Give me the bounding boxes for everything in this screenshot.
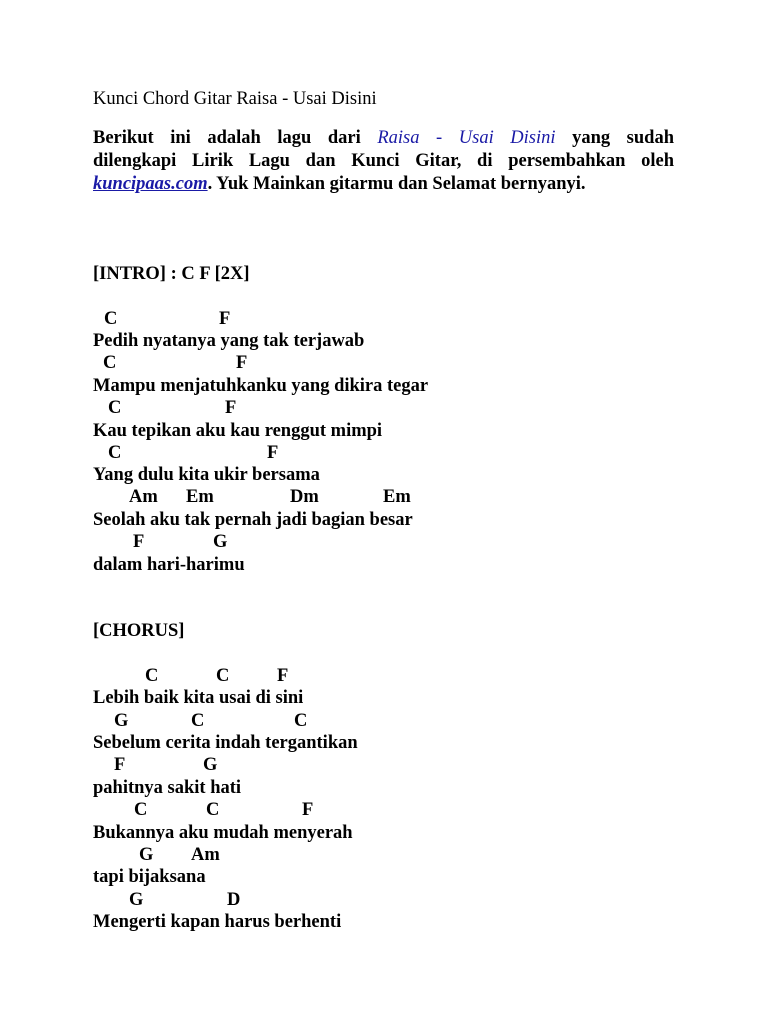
intro-section-label: [INTRO] : C F [2X] bbox=[93, 264, 250, 284]
lyric-line: Seolah aku tak pernah jadi bagian besar bbox=[93, 510, 413, 530]
chord: F bbox=[225, 398, 237, 418]
lyric-line: Mampu menjatuhkanku yang dikira tegar bbox=[93, 376, 429, 396]
lyric-line: Kau tepikan aku kau renggut mimpi bbox=[93, 421, 383, 441]
lyric-line: Bukannya aku mudah menyerah bbox=[93, 823, 353, 843]
lyric-line: Pedih nyatanya yang tak terjawab bbox=[93, 331, 365, 351]
chord: C bbox=[108, 443, 122, 463]
chord: C bbox=[216, 666, 230, 686]
intro-line-3 bbox=[93, 173, 674, 196]
chord: G bbox=[213, 532, 228, 552]
chord: Am bbox=[191, 845, 220, 865]
chord: C bbox=[104, 309, 118, 329]
chord: C bbox=[145, 666, 159, 686]
chord: D bbox=[227, 890, 241, 910]
chord: F bbox=[267, 443, 279, 463]
chord: F bbox=[219, 309, 231, 329]
site-link[interactable]: kuncipaas.com bbox=[93, 174, 208, 194]
chord: F bbox=[236, 353, 248, 373]
chorus-section-label: [CHORUS] bbox=[93, 621, 185, 641]
chord: G bbox=[129, 890, 144, 910]
chord: C bbox=[294, 711, 308, 731]
chord: Em bbox=[186, 487, 214, 507]
document-title: Kunci Chord Gitar Raisa - Usai Disini bbox=[93, 89, 377, 109]
intro-text-3b: . Yuk Mainkan gitarmu dan Selamat bernyanyi. bbox=[207, 174, 586, 194]
lyric-line: pahitnya sakit hati bbox=[93, 778, 242, 798]
lyric-line: dalam hari-harimu bbox=[93, 555, 245, 575]
chord: Em bbox=[383, 487, 411, 507]
chord: F bbox=[133, 532, 145, 552]
intro-text-1b: yang sudah bbox=[555, 128, 675, 148]
lyric-line: Lebih baik kita usai di sini bbox=[93, 688, 304, 708]
chord: Am bbox=[129, 487, 158, 507]
chord: F bbox=[302, 800, 314, 820]
chord: F bbox=[114, 755, 126, 775]
chord: Dm bbox=[290, 487, 319, 507]
lyric-line: Yang dulu kita ukir bersama bbox=[93, 465, 320, 485]
chord: C bbox=[191, 711, 205, 731]
chord: C bbox=[134, 800, 148, 820]
chord: G bbox=[203, 755, 218, 775]
intro-line-1 bbox=[93, 127, 674, 150]
chord: C bbox=[206, 800, 220, 820]
song-reference: Raisa - Usai Disini bbox=[377, 128, 556, 148]
chord: G bbox=[139, 845, 154, 865]
chord: G bbox=[114, 711, 129, 731]
lyric-line: Mengerti kapan harus berhenti bbox=[93, 912, 342, 932]
chord: C bbox=[108, 398, 122, 418]
lyric-line: tapi bijaksana bbox=[93, 867, 206, 887]
intro-paragraph bbox=[93, 127, 674, 196]
intro-line-2: dilengkapi Lirik Lagu dan Kunci Gitar, di persembahkan oleh bbox=[93, 151, 674, 171]
intro-text-1a: Berikut ini adalah lagu dari bbox=[93, 128, 378, 148]
lyric-line: Sebelum cerita indah tergantikan bbox=[93, 733, 358, 753]
chord: F bbox=[277, 666, 289, 686]
chord: C bbox=[103, 353, 117, 373]
